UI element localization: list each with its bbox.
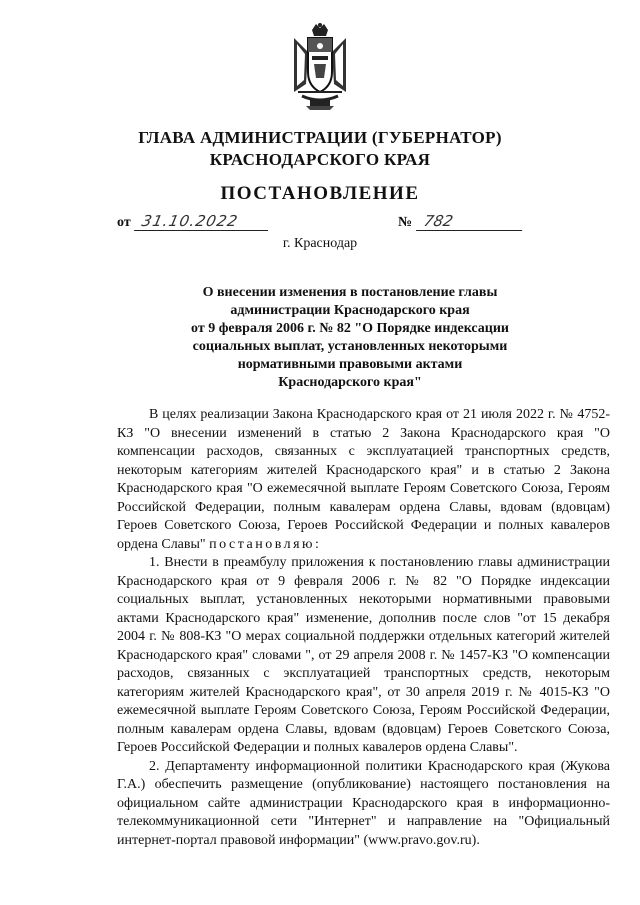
- organization-title-line2: КРАСНОДАРСКОГО КРАЯ: [209, 150, 431, 169]
- title-line: О внесении изменения в постановление главы: [202, 285, 498, 300]
- title-line: социальных выплат, установленных некоторыми: [192, 339, 508, 354]
- date-prefix: от: [117, 215, 131, 230]
- title-line: Краснодарского края": [278, 375, 422, 390]
- title-line: администрации Краснодарского края: [230, 303, 470, 318]
- city-label: г. Краснодар: [282, 236, 358, 251]
- preamble-text: В целях реализации Закона Краснодарского края от 21 июля 2022 г. № 4752-КЗ "О внесении изменений в статью 2 Закона Краснодарского края "О компенсации расходов, связанных с эксплуатацией транспортных средств, некоторым категориям жителей Краснодарского края" и в статью 2 Закона Краснодарского края "О ежемесячной выплате Героям Советского Союза, Героям Российской Федерации, полным кавалерам ордена Славы, вдовам (вдовцам) Героев Советского Союза, Героев Российской Федерации и полных кавалеров ордена Славы": [117, 407, 610, 552]
- coat-of-arms-emblem: [288, 22, 352, 112]
- document-body: [117, 406, 610, 850]
- item-1-paragraph: 1. Внести в преамбулу приложения к постановлению главы администрации Краснодарского края от 9 февраля 2006 г. № 82 "О Порядке индексации социальных выплат, установленных некоторыми нормативными правовыми актами Краснодарского края" изменение, дополнив после слов "от 15 декабря 2004 г. № 808-КЗ "О мерах социальной поддержки отдельных категорий жителей Краснодарского края" словами ", от 29 апреля 2008 г. № 1457-КЗ "О компенсации расходов, связанных с эксплуатацией транспортных средств, некоторым категориям жителей Краснодарского края", от 30 апреля 2019 г. № 4015-КЗ "О ежемесячной выплате Героям Советского Союза, Героям Российской Федерации, полным кавалерам ордена Славы, вдовам (вдовцам) Героев Советского Союза, Героев Российской Федерации и полных кавалеров ордена Славы".: [117, 555, 610, 755]
- document-date-field: [117, 212, 270, 231]
- preamble-paragraph: [117, 406, 610, 554]
- handwritten-date: 31.10.2022: [134, 212, 272, 231]
- title-line: нормативными правовыми актами: [237, 357, 463, 372]
- decree-word: постановляю:: [209, 536, 322, 552]
- document-type-heading: ПОСТАНОВЛЕНИЕ: [220, 183, 420, 204]
- title-line: от 9 февраля 2006 г. № 82 "О Порядке индексации: [191, 321, 509, 336]
- number-prefix: №: [398, 215, 413, 230]
- organization-title-line1: ГЛАВА АДМИНИСТРАЦИИ (ГУБЕРНАТОР): [138, 128, 502, 147]
- handwritten-number: 782: [416, 212, 526, 231]
- document-number-field: [398, 212, 524, 231]
- document-title: [150, 284, 550, 392]
- item-2-paragraph: 2. Департаменту информационной политики Краснодарского края (Жукова Г.А.) обеспечить размещение (опубликование) настоящего постановления на официальном сайте администрации Краснодарского края в информационно-телекоммуникационной сети "Интернет" и направление на "Официальный интернет-портал правовой информации" (www.pravo.gov.ru).: [117, 758, 610, 848]
